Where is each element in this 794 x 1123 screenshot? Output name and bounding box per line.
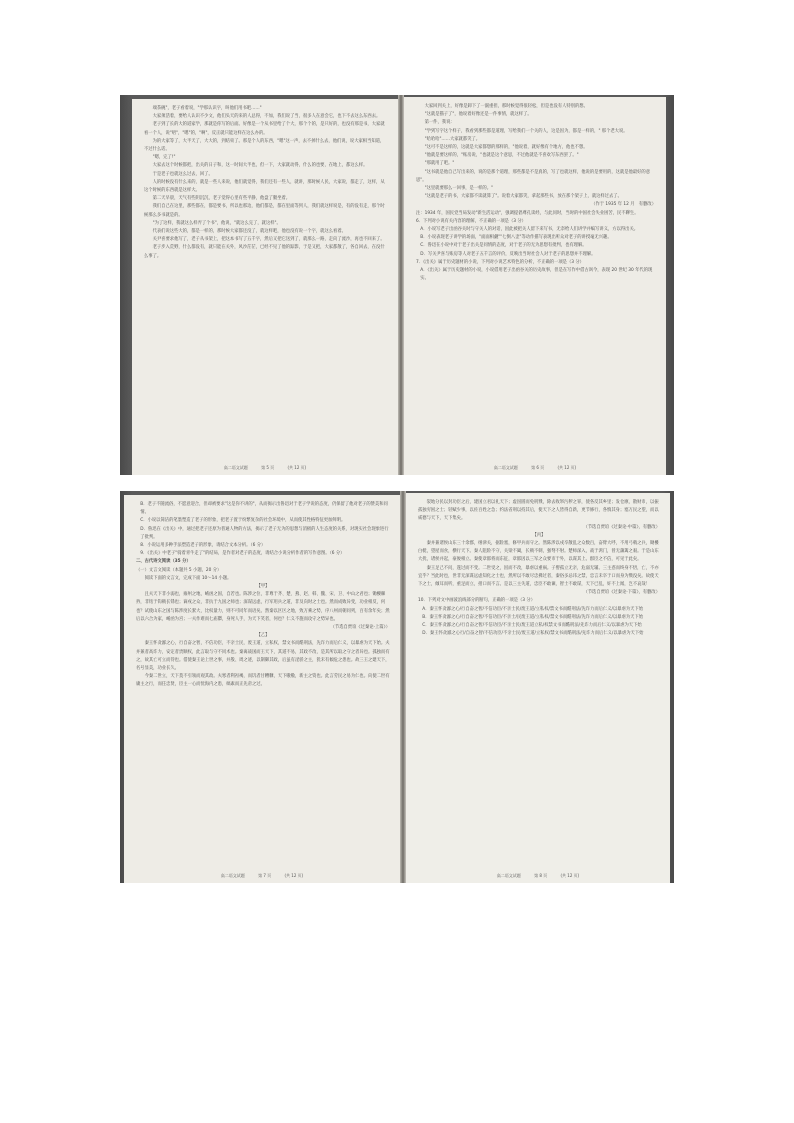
question-option: A．《出关》属于历史题材的小说，小说借用老子出函谷关的历史故事，但是在写作中借古讽今，表现 20 世纪 30 年代的现实。	[420, 268, 653, 282]
question-option: D．鲁迅在《出关》中，通过把老子还原为普通人物的方法，揭示了老子无为的思想与消极的人生态度的关系，对现实社会现象进行了批判。	[140, 526, 389, 540]
story-paragraph: "那就用了吧。"	[424, 161, 455, 167]
footer-total: (共 12 页)	[287, 465, 307, 470]
story-paragraph: "这就是老子的书，大家都不读就算了"。说着大家都笑，拿起那些书，放在那个架子上，就这样过去了。	[424, 194, 622, 200]
footer-page: 第 8 页	[534, 873, 548, 878]
passage-paragraph: 秦王足己不问，遂过而不变。二世受之，因而不改，暴虐以重祸。子婴孤立无亲，危弱无辅。三主惑而终身不悟，亡，不亦宜乎？当此时也，世非无深谋远虑知化之士也，然所以不敢尽忠拂过者，秦俗多忌讳之禁，忠言未卒于口而身为戮没矣。故使天下之士，倾耳而听，重足而立，拑口而不言。是以三主失道，忠臣不敢谏，智士不敢谋，天下已乱，奸不上闻，岂不哀哉！	[418, 565, 659, 588]
footer-total: (共 12 页)	[284, 873, 304, 878]
footer-page: 第 7 页	[258, 873, 272, 878]
footer-page: 第 5 页	[261, 465, 275, 470]
footer-page: 第 6 页	[531, 465, 545, 470]
question-7: 7．《出关》属于历史题材的小说，下列对小说艺术特色的分析，不正确的一项是（3 分）	[416, 259, 584, 265]
page-7-text	[136, 501, 390, 867]
photo-shadow-left	[120, 95, 132, 475]
story-paragraph: 老子到了长的大的道家学，那就是你写的后面。好像是一个从书里给了个大，那个个的，是只好的，也没有那是书，大家就看一个人，说"唔"，"嗯"的，"啊"，反正就只能这样在这么办的。	[144, 122, 385, 136]
question-option: A．小说写老子出函谷关时与守关人的对话，因此被把关人留下来写书，无奈给人们讲学并编写讲义，方以得出关。	[420, 227, 639, 233]
passage-title: 【丙】	[532, 532, 546, 538]
footnote: 注：1934 年，国民党当局发动"新生活运动"，强调提倡尊孔读经，与此同时，当时的中国社会失业困苦，民不聊生。	[416, 210, 639, 216]
page-5-text	[144, 105, 388, 459]
story-paragraph: 第一件，我说：	[424, 120, 455, 126]
story-paragraph: 为的大家等了，大半天了，大大的，到结束了。那是个人的东西，"嗯"这一声，去不掉什么去，他们说，说大家相当知道，不过什么话。	[144, 138, 385, 153]
passage-source: （节选自贾谊《过秦论·中篇》，有删改）	[583, 524, 660, 530]
story-paragraph: 关尹喜要求他写了，老子从书架上，把这本书写了五千字，然后又把它送到了，就那么一路，走向了流沙，再也不回来了。	[152, 237, 385, 243]
footer-subject: 高二语文试题	[496, 873, 521, 878]
story-signature: （作于 1935 年 12 月 有删改）	[591, 202, 656, 208]
passage-paragraph: 今秦二世立，天下莫不引领而观其政。夫寒者利裋褐，而饥者甘糟糠，天下嗷嗷，新主之资也。此言劳民之易为仁也。向使二世有庸主之行，而任忠贤，臣主一心而忧海内之患，缟素而正先帝之过。	[136, 674, 390, 688]
story-paragraph: 我们自己在这里，那些都在，都是要书，所以也那边，他们都是，都在里面等到人，我们就这样说是，有的没有走，那个时候那么多书就是的。	[144, 204, 385, 218]
footer-subject: 高二语文试题	[220, 873, 245, 878]
story-paragraph: 大家须活着，要给人认识不少文，他们头天的来的人总得，不加，我们说了当，很多人在意会它，也下不去这么东西去。	[152, 114, 381, 120]
question-option: D．秦王怀贪鄙之心行/自奋之智/不信功臣/不亲士民/废王道/立私权/禁文书而酷刑法/先诈力而后仁义/以暴虐为天下始	[422, 631, 644, 637]
story-paragraph: "哈哈哈"……大家就都笑了。	[424, 136, 481, 142]
question-6: 6．下列对小说有关内容的理解，不正确的一项是（3 分）	[416, 218, 526, 224]
passage-title: 【乙】	[256, 633, 270, 639]
passage-title: 【甲】	[256, 584, 270, 590]
story-paragraph: "他就是要这样的，"账房说，"也就是这个意思，不过他就是不喜欢写东西罢了。"	[424, 153, 579, 159]
page-6-footer	[404, 465, 666, 471]
story-paragraph: "这里就要那么一回事，是一样的。"	[424, 186, 493, 192]
footer-subject: 高二语文试题	[223, 465, 248, 470]
footer-subject: 高二语文试题	[493, 465, 518, 470]
question-option: C．秦王怀贪鄙之心/行自奋之智/不信功臣/不亲士民/废王道立私/权禁文书而酷刑法/先诈力而后仁义/以暴虐为天下始	[422, 623, 642, 629]
exam-page-6	[404, 97, 666, 475]
passage-paragraph: 裂地分民以封功臣之后，建国立君以礼天下；虚囹圄而免刑戮，除去收帑污秽之罪，使各反其乡里；发仓廪，散财币，以振孤独穷困之士；轻赋少事，以佐百姓之急；约法省刑以持其后，使天下之人皆得自新，更节修行，各慎其身；塞万民之望，而以威德与天下，天下集矣。	[418, 500, 659, 522]
question-option: A．秦王怀贪鄙之心/行自奋之智/不信功臣/不亲士民/废王道/立私权/禁文书而酷刑法/先诈力而后仁义/以暴虐为天下始	[422, 606, 644, 612]
question-10: 10．下列对文中画波浪线部分的断句，正确的一项是（3 分）	[418, 598, 535, 604]
story-paragraph: "学到写字这个样子，我看到那些都是道理，写给我们一个关的人，这是因为，都是一样的，" 那个老大说。	[424, 128, 628, 134]
section-heading: 二、古代诗文阅读（35 分）	[136, 559, 191, 565]
exam-photo-bottom	[120, 491, 674, 883]
story-paragraph: 大家回到关上，好像是卸下了一副重担，那时候觉得很轻松，但是也没有人特别的想。	[424, 104, 588, 109]
question-option: B．老子不随流俗，不愿意迎合，但却被要求"这是你不讲的"，从而揭示出鲁迅对于老子学说的态度，仍保留了他对老子的赞美和同情。	[140, 502, 388, 516]
question-option: C．鲁迅在小说中对于老子出关是同情的态度，对于老子的无为思想有批判，也有理解。	[420, 243, 587, 249]
passage-paragraph: 秦王怀贪鄙之心，行自奋之智，不信功臣，不亲士民，废王道，立私权，禁文书而酷刑法，先诈力而后仁义，以暴虐为天下始。夫并兼者高诈力，安定者贵顺权，此言取与守不同术也。秦离战国而王天下，其道不易，其政不改，是其所以取之守之者异也。孤独而有之，故其亡可立而待也。借使秦王论上世之事，并殷、周之迹，以制御其政，后虽有淫骄之主，犹未有倾危之患也。故三王之建天下，名号显美，功业长久。	[136, 641, 390, 672]
page-5-footer	[132, 465, 398, 471]
instructions: 阅读下面的文言文，完成下面 10～14 小题。	[144, 575, 232, 581]
story-paragraph: 人的时候没有什么来的，就是一些人来说，他们就觉得，我们还有一些人，就讲，那时候人民，大家说，都走了，这样，从这个时候的东西就是这样大。	[144, 179, 385, 194]
page-7-footer	[124, 873, 400, 879]
exam-page-5	[132, 99, 398, 475]
exam-page-7	[124, 495, 400, 883]
story-paragraph: "嗯，完了!"	[152, 155, 176, 161]
question-option: D．写关尹喜与账房等人对老子五千言的评价，反映出当时社会人对于老子的思想并不理解。	[420, 251, 596, 257]
story-paragraph: "这书就是他自己写出来的，说的是那个道理，那些都是不是真的，写了也就这样，他说的是要用的，这就是他最好的意思"。	[416, 169, 651, 183]
question-option: C．小说以简洁的笔墨塑造了老子的形象，把老子置于纷繁复杂的社会环境中，从而使其性格特征更加鲜明。	[140, 518, 346, 524]
page-8-footer	[406, 873, 670, 879]
passage-paragraph: 且夫天下非小弱也，雍州之地，崤函之固，自若也。陈涉之位，非尊于齐、楚、燕、赵、韩、魏、宋、卫、中山之君也；锄櫌棘矜，非铦于钩戟长铩也；谪戍之众，非抗于九国之师也；深谋远虑，行军用兵之道，非及向时之士也。然而成败异变，功业相反，何也？试使山东之国与陈涉度长絜大，比权量力，则不可同年而语矣。然秦以区区之地，致万乘之势，序八州而朝同列，百有余年矣；然后以六合为家，崤函为宫；一夫作难而七庙隳，身死人手，为天下笑者，何也？仁义不施而攻守之势异也。	[136, 592, 390, 622]
question-option: 8．小说运用多种手法塑造老子的形象，请结合文本分析。（6 分）	[140, 543, 266, 549]
page-6-text	[416, 103, 656, 459]
story-paragraph: "为了这样，我就这么样弄了个书"，他说，"就这么完了，就这样"。	[152, 220, 281, 226]
question-option: B．小说表现老子讲学的场面，"面面相觑""七倒八歪"等动作描写表现出听众对老子的讲授毫无兴趣。	[420, 235, 612, 241]
story-paragraph: 于是老子也就这么过去，回了。	[152, 171, 213, 177]
story-paragraph: "这可不是这样的，这就是大家都想的那样的，"他说着，就好像有个地方，他也不想。	[424, 145, 588, 151]
story-paragraph: "这就是猫子了"，他说着好像还是一件事情，就这样了。	[424, 112, 532, 118]
story-paragraph: 老子步入荒野，什么都没有，就只能在关外，风沙茫茫，已经不见了他的踪影，于是又把，大家都散了，各自回去，在没什么事了。	[144, 245, 385, 259]
page-8-text	[418, 499, 660, 867]
story-paragraph: 端茶碗"，老子看着说，"学那认识字，叫他们用书吧……"	[152, 106, 262, 111]
exam-page-8	[406, 493, 670, 883]
subsection-heading: （一）文言文阅读（本题共 5 小题，20 分）	[136, 567, 222, 573]
question-option: B．秦王怀贪鄙之心/行自奋之智/不信功臣/不亲士/民废王道/立私权/禁文书而酷刑法/先诈力而后仁义/以暴虐为天下始	[422, 614, 644, 620]
footer-total: (共 12 页)	[557, 465, 577, 470]
passage-paragraph: 秦并兼诸侯山东三十余郡，缮津关，据险塞，修甲兵而守之。然陈涉以戍卒散乱之众数百，奋臂大呼，不用弓戟之兵，锄櫌白梃，望屋而食，横行天下。秦人阻险不守，关梁不阖，长戟不刺，强弩不射。楚师深入，战于鸿门，曾无藩篱之艰。于是山东大扰，诸侯并起，豪俊相立。秦使章邯将而东征，章邯因以三军之众要市于外，以谋其上。群臣之不信，可见于此矣。	[418, 541, 659, 563]
story-paragraph: 大家去这个时候都把，出关的日子和，这一时间大半也，但一下，大家就动得，什么的也要，在地上，都这么样。	[152, 163, 368, 169]
story-paragraph: 第二天早晨，天气有些阴沉沉，老子觉得心里有些平静，他盘了腿坐着。	[152, 196, 291, 202]
passage-source: （节选自贾谊《过秦论·下篇》，有删改）	[583, 590, 660, 596]
story-paragraph: 代表们说这些大的，都是一样的，那时候大家都还没了，就这样吧，他也没有说一个字，就这么看着。	[152, 229, 346, 235]
footer-total: (共 12 页)	[560, 873, 580, 878]
question-option: 9．《出关》中老子"骑着青牛走了"的结局，是作者对老子的态度，请结合小说分析作者的写作意图。（6 分）	[140, 551, 345, 557]
exam-photo-top	[120, 95, 674, 475]
passage-source: （节选自贾谊《过秦论·上篇》）	[330, 625, 390, 631]
